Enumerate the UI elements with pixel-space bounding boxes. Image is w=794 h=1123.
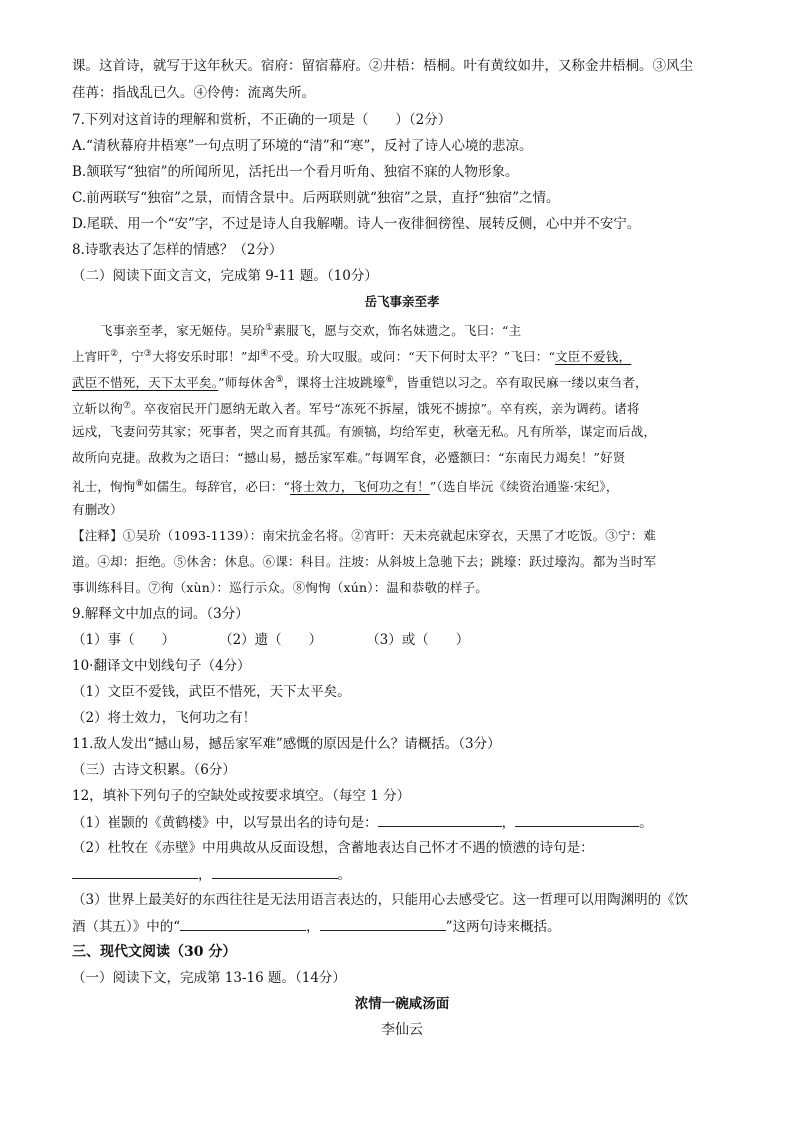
- section-3-1-heading: （一）阅读下文，完成第 13-16 题。（14分）: [72, 970, 346, 986]
- passage-line-7: 礼士，恂恂⑧如儒生。每辞官，必曰：“将士效力，飞何功之有！”（选自毕沅《续资治通鉴·宋纪》，: [72, 479, 619, 495]
- essay-title: 浓情一碗咸汤面: [354, 996, 450, 1012]
- underlined-sentence-1b: 武臣不惜死，天下太平矣。: [72, 375, 219, 391]
- section-2-heading: （二）阅读下面文言文，完成第 9-11 题。（10分）: [72, 268, 378, 284]
- question-7: 7.下列对这首诗的理解和赏析，不正确的一项是（ ）（2分）: [72, 112, 452, 128]
- answer-blank[interactable]: [515, 812, 639, 827]
- question-9-items: （1）事（ ） （2）遗（ ） （3）或（ ）: [72, 632, 470, 648]
- passage-line-3: 武臣不惜死，天下太平矣。”师每休舍⑤，课将士注坡跳壕⑥，皆重铠以习之。卒有取民麻一缕以束刍者，: [72, 375, 648, 391]
- question-12-item-1: （1）崔颢的《黄鹤楼》中，以写景出名的诗句是： ， 。: [72, 812, 653, 833]
- part-3-heading: 三、现代文阅读（30 分）: [72, 944, 237, 960]
- answer-blank[interactable]: [180, 916, 306, 931]
- underlined-sentence-1a: 文臣不爱钱，: [555, 349, 632, 365]
- answer-blank[interactable]: [72, 864, 198, 879]
- question-10: 10·翻译文中划线句子（4分）: [72, 658, 251, 674]
- answer-blank[interactable]: [320, 916, 446, 931]
- question-12-item-3-blanks: 酒（其五）》中的“ ， ”这两句诗来概括。: [72, 916, 561, 937]
- question-10-item-2: （2）将士效力，飞何功之有！: [72, 710, 257, 726]
- answer-blank[interactable]: [212, 864, 338, 879]
- annotation-line-1: 【注释】①吴玠（1093-1139）：南宋抗金名将。②宵旰：天未亮就起床穿衣，天黑了才吃饭。③宁：难: [72, 528, 657, 543]
- question-12-item-2-blanks: ， 。: [72, 864, 351, 885]
- question-12-item-2: （2）杜牧在《赤壁》中用典故从反面设想，含蓄地表达自己怀才不遇的愤懑的诗句是：: [72, 840, 594, 856]
- question-8: 8.诗歌表达了怎样的情感？（2分）: [72, 242, 283, 258]
- annotation-line-3: 事训练科目。⑦徇（xùn）：巡行示众。⑧恂恂（xún）：温和恭敬的样子。: [72, 580, 489, 595]
- essay-author: 李仙云: [381, 1022, 423, 1038]
- passage-line-2: 上宵旰②，宁③大将安乐时耶！”却④不受。玠大叹服。或问：“天下何时太平？”飞曰：“文臣不爱钱，: [72, 349, 632, 365]
- annotation-line-2: 道。④却：拒绝。⑤休舍：休息。⑥课：科目。注坡：从斜坡上急驰下去；跳壕：跃过壕沟。都为当时军: [72, 554, 657, 569]
- answer-blank[interactable]: [378, 812, 502, 827]
- question-10-item-1: （1）文臣不爱钱，武臣不惜死，天下太平矣。: [72, 684, 351, 700]
- question-9: 9.解释文中加点的词。（3分）: [72, 606, 249, 622]
- section-3-heading: （三）古诗文积累。（6分）: [72, 762, 236, 778]
- passage-title: 岳飞事亲至孝: [364, 294, 440, 309]
- note-continuation-line-2: 荏苒：指战乱已久。④伶俜：流离失所。: [72, 85, 315, 101]
- passage-line-5: 远戍，飞妻问劳其家；死事者，哭之而育其孤。有颁犒，均给军吏，秋毫无私。凡有所举，谋定而后战，: [72, 424, 657, 439]
- question-7-option-b: B.颔联写“独宿”的所闻所见，活托出一个看月听角、独宿不寐的人物形象。: [72, 164, 519, 180]
- passage-line-4: 立斩以徇⑦。卒夜宿民开门愿纳无敢入者。军号“冻死不拆屋，饿死不掳掠”。卒有疾，亲为调药。诸将: [72, 401, 640, 417]
- question-7-option-d: D.尾联、用一个“安”字，不过是诗人自我解嘲。诗人一夜徘徊徬徨、展转反侧，心中并不安宁。: [72, 216, 641, 232]
- question-7-option-c: C.前两联写“独宿”之景，而情含景中。后两联则就“独宿”之景，直抒“独宿”之情。: [72, 190, 560, 206]
- underlined-sentence-2: 将士效力，飞何功之有！: [290, 479, 430, 495]
- passage-line-8: 有删改）: [72, 502, 123, 517]
- question-12-item-3: （3）世界上最美好的东西往往是无法用语言表达的，只能用心去感受它。这一哲理可以用陶渊明的《饮: [72, 892, 689, 908]
- question-11: 11.敌人发出“撼山易，撼岳家军难”感慨的原因是什么？请概括。（3分）: [72, 736, 501, 752]
- passage-line-1: 飞事亲至孝，家无姬侍。吴玠①素服飞，愿与交欢，饰名妹遗之。飞曰：“主: [100, 323, 522, 339]
- note-continuation-line-1: 课。这首诗，就写于这年秋天。宿府：留宿幕府。②井梧：梧桐。叶有黄纹如井，又称金井梧桐。③风尘: [72, 58, 693, 74]
- question-12: 12，填补下列句子的空缺处或按要求填空。（每空 1 分）: [72, 788, 411, 804]
- question-7-option-a: A.“清秋幕府井梧寒”一句点明了环境的“清”和“寒”，反衬了诗人心境的悲凉。: [72, 138, 533, 154]
- passage-line-6: 故所向克捷。敌救为之语曰：“撼山易，撼岳家军难。”每调军食，必蹙额曰：“东南民力竭矣！”好贤: [72, 450, 626, 465]
